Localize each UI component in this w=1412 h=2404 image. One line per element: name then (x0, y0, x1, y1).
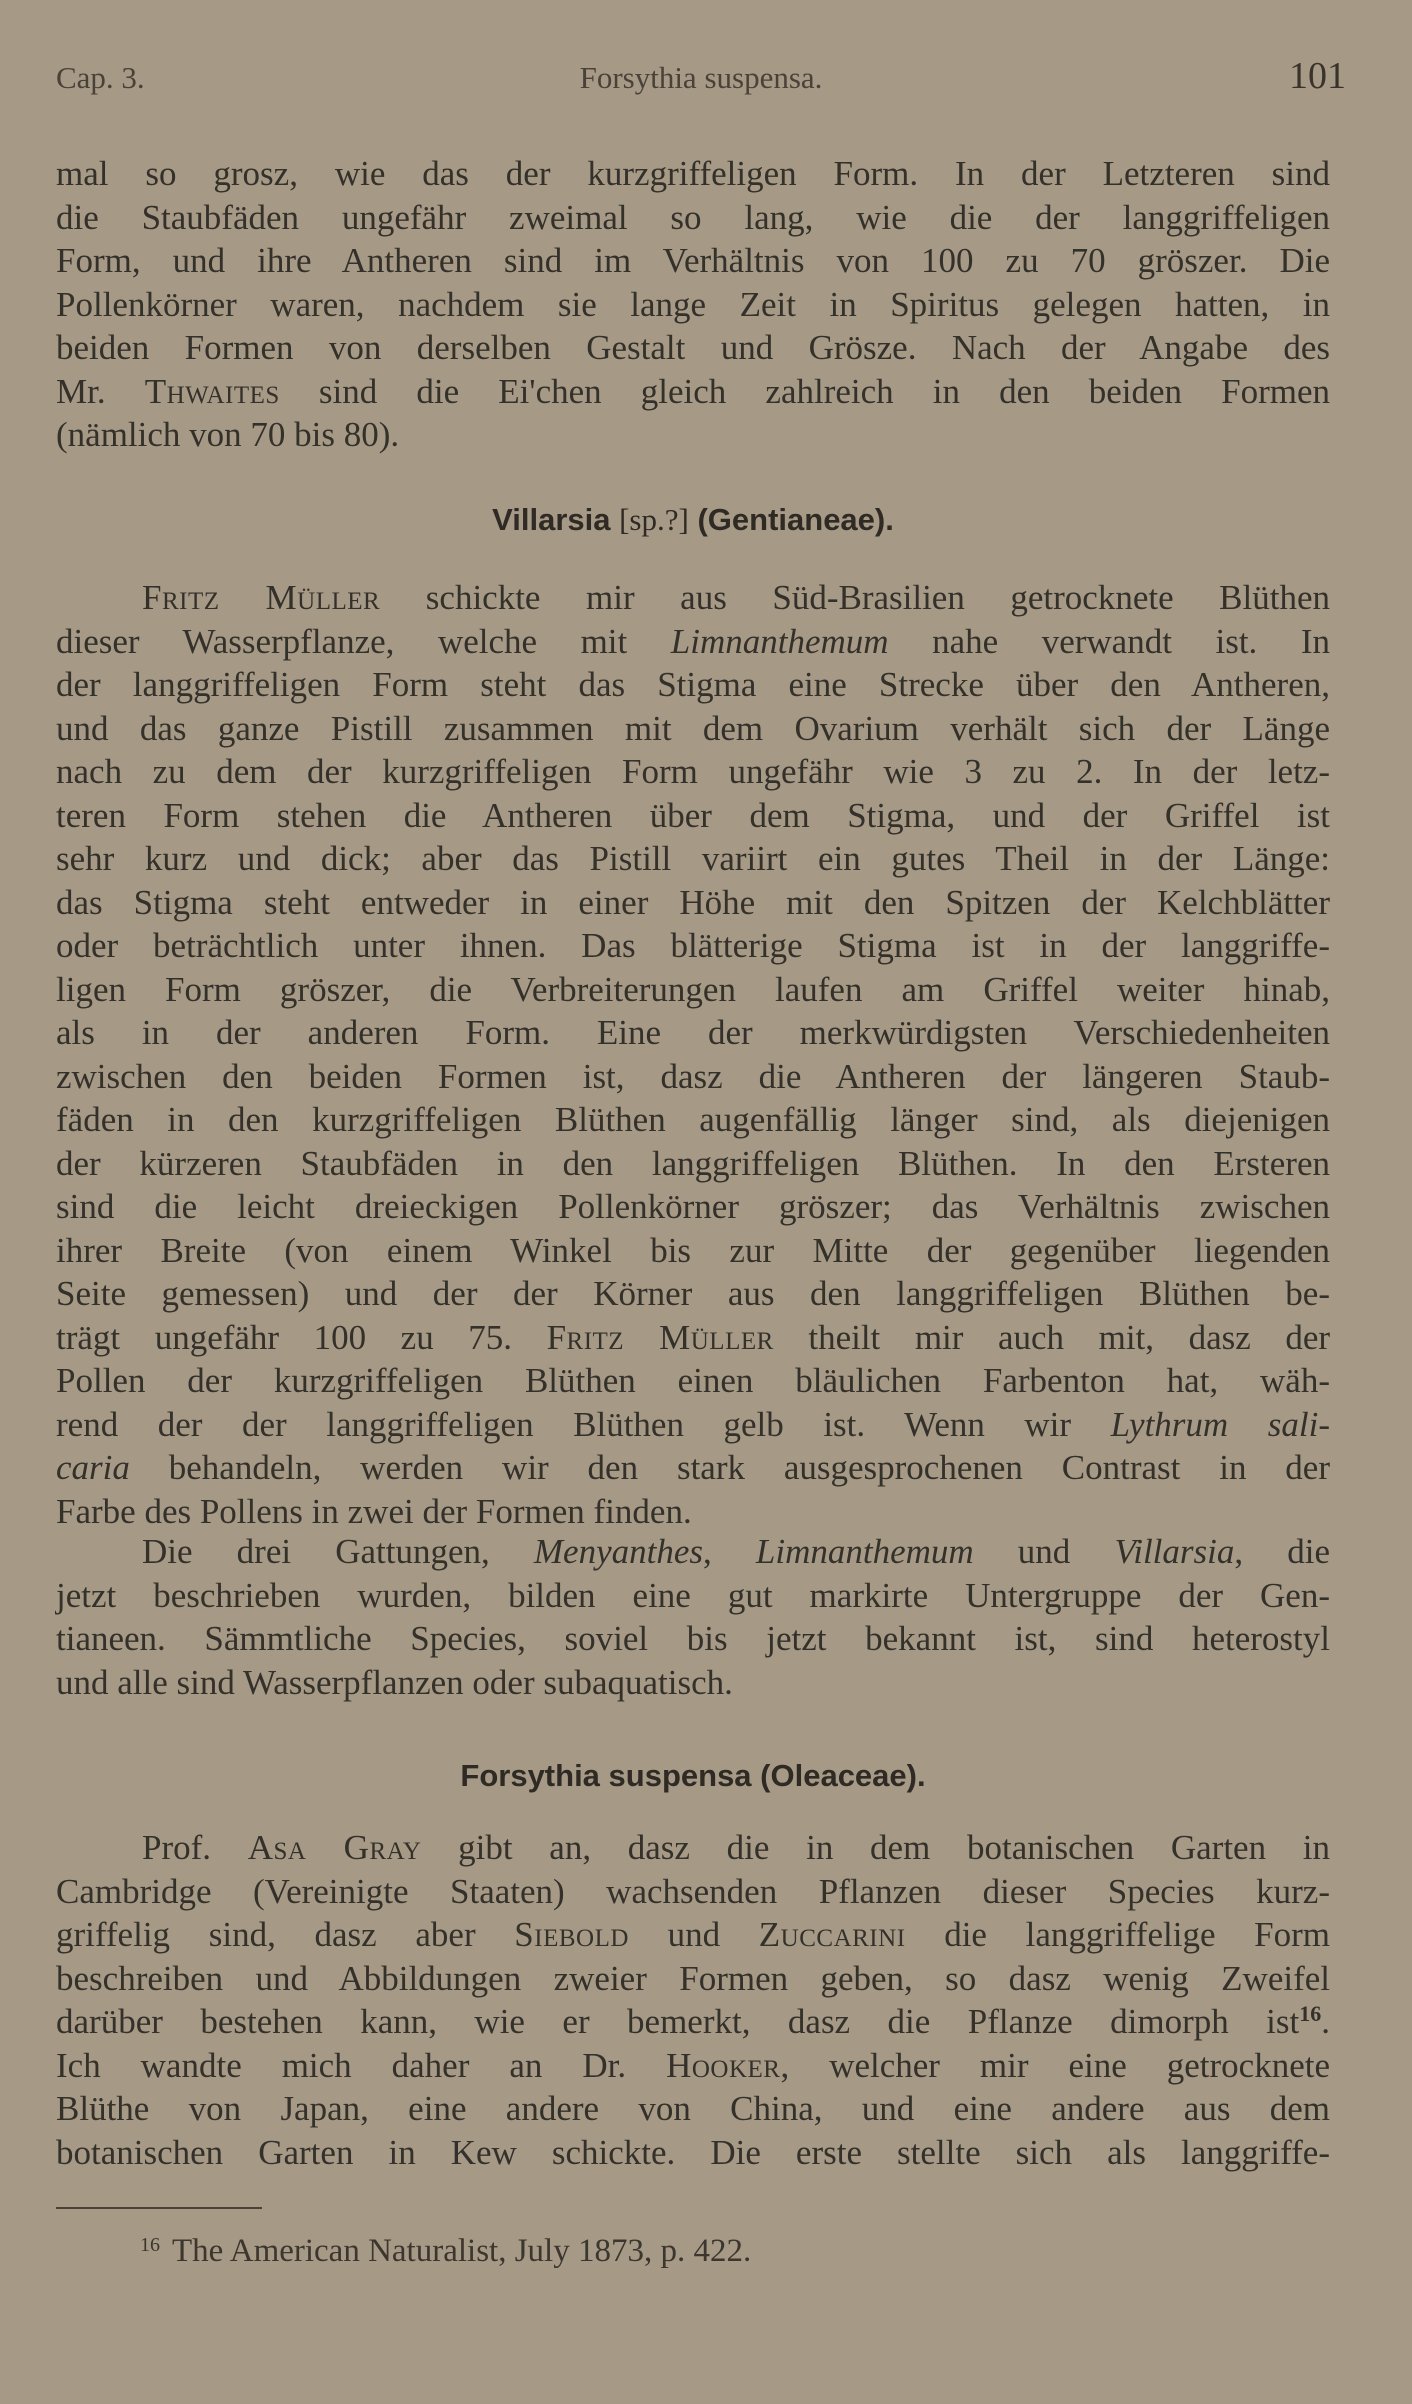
text-line: griffelig sind, dasz aber Siebold und Zuccarini die langgriffelige Form (56, 1915, 1331, 1954)
chapter-label: Cap. 3. (56, 60, 145, 95)
text-line: (nämlich von 70 bis 80). (56, 415, 400, 454)
text-line: Pollenkörner waren, nachdem sie lange Zeit in Spiritus gelegen hatten, in (56, 284, 1330, 324)
text-line: Farbe des Pollens in zwei der Formen finden. (56, 1491, 692, 1531)
taxon-name: Limnanthemum (670, 621, 889, 661)
text-line: sehr kurz und dick; aber das Pistill variirt ein gutes Theil in der Länge: (56, 839, 1330, 878)
text-line: der kürzeren Staubfäden in den langgriffeligen Blüthen. In den Ersteren (56, 1143, 1330, 1183)
text-line: beschreiben und Abbildungen zweier Formen geben, so dasz wenig Zweifel (56, 1958, 1330, 1998)
footnote-number: 16 (140, 2234, 160, 2256)
text-line: mal so grosz, wie das der kurzgriffeligen Form. In der Letzteren sind (56, 154, 1330, 193)
paragraph-continuation (56, 152, 1330, 457)
text-line: Form, und ihre Antheren sind im Verhältnis von 100 zu 70 gröszer. Die (56, 241, 1330, 280)
page-number: 101 (1289, 55, 1346, 97)
text-line: und alle sind Wasserpflanzen oder subaquatisch. (56, 1662, 733, 1702)
text-line: Prof. Asa Gray gibt an, dasz die in dem botanischen Garten in (142, 1828, 1331, 1867)
taxon-name: Limnanthemum (755, 1532, 974, 1571)
text-line: caria behandeln, werden wir den stark ausgesprochenen Contrast in der (56, 1448, 1330, 1487)
text-line: dieser Wasserpflanze, welche mit Limnanthemum nahe verwandt ist. In (56, 621, 1330, 661)
text-line: botanischen Garten in Kew schickte. Die erste stellte sich als langgriffe- (56, 2132, 1330, 2172)
text-line: als in der anderen Form. Eine der merkwürdigsten Verschiedenheiten (56, 1013, 1330, 1052)
text-line: Blüthe von Japan, eine andere von China, und eine andere aus dem (56, 2089, 1330, 2128)
text-line: nach zu dem der kurzgriffeligen Form ungefähr wie 3 zu 2. In der letz- (56, 752, 1330, 791)
author-name: Zuccarini (758, 1915, 906, 1954)
paragraph-summary (56, 1530, 1330, 1704)
text-line: und das ganze Pistill zusammen mit dem Ovarium verhält sich der Länge (56, 708, 1330, 748)
text-line: oder beträchtlich unter ihnen. Das blätterige Stigma ist in der langgriffe- (56, 926, 1330, 965)
text-line: ihrer Breite (von einem Winkel bis zur Mitte der gegenüber liegenden (56, 1230, 1330, 1270)
text-line: beiden Formen von derselben Gestalt und Grösze. Nach der Angabe des (56, 328, 1330, 367)
text-line: Pollen der kurzgriffeligen Blüthen einen bläulichen Farbenton hat, wäh- (56, 1361, 1330, 1400)
text-line: Fritz Müller schickte mir aus Süd-Brasilien getrocknete Blüthen (142, 578, 1331, 617)
text-line: trägt ungefähr 100 zu 75. Fritz Müller theilt mir auch mit, dasz der (56, 1317, 1331, 1357)
text-line: Die drei Gattungen, Menyanthes, Limnanthemum und Villarsia, die (142, 1532, 1330, 1571)
author-name: Siebold (514, 1915, 629, 1954)
footnote-text: The American Naturalist, July 1873, p. 422. (172, 2233, 752, 2269)
author-name: Asa Gray (247, 1828, 422, 1867)
taxon-name: caria (56, 1448, 130, 1487)
paragraph-forsythia (56, 1826, 1330, 2174)
species-note: [sp.?] (619, 502, 689, 537)
author-name: Thwaites (144, 371, 280, 411)
footnote-divider (56, 2207, 262, 2209)
text-line: Mr. Thwaites sind die Ei'chen gleich zahlreich in den beiden Formen (56, 371, 1330, 411)
section-heading-villarsia (56, 502, 1330, 538)
running-title: Forsythia suspensa. (579, 60, 823, 95)
author-name: Fritz Müller (142, 578, 381, 617)
footnote (140, 2233, 1040, 2270)
text-line: fäden in den kurzgriffeligen Blüthen augenfällig länger sind, als diejenigen (56, 1100, 1330, 1139)
taxon-name: Lythrum sali- (1110, 1404, 1330, 1444)
text-line: tianeen. Sämmtliche Species, soviel bis jetzt bekannt ist, sind heterostyl (56, 1619, 1330, 1658)
paragraph-villarsia (56, 576, 1330, 1533)
text-line: die Staubfäden ungefähr zweimal so lang, wie die der langgriffeligen (56, 197, 1330, 237)
section-heading-forsythia: Forsythia suspensa (Oleaceae). (460, 1758, 926, 1793)
text-line: rend der der langgriffeligen Blüthen gelb ist. Wenn wir Lythrum sali- (56, 1404, 1330, 1444)
text-line: der langgriffeligen Form steht das Stigma eine Strecke über den Antheren, (56, 665, 1330, 704)
footnote-reference[interactable]: 16 (1299, 2001, 1322, 2026)
author-name: Hooker (666, 2045, 781, 2085)
text-line: Ich wandte mich daher an Dr. Hooker, welcher mir eine getrocknete (56, 2045, 1330, 2085)
family-name: (Gentianeae). (697, 502, 894, 537)
text-line: jetzt beschrieben wurden, bilden eine gut markirte Untergruppe der Gen- (56, 1575, 1330, 1615)
text-line: ligen Form gröszer, die Verbreiterungen laufen am Griffel weiter hinab, (56, 969, 1330, 1009)
text-line: teren Form stehen die Antheren über dem Stigma, und der Griffel ist (56, 795, 1330, 835)
taxon-name: Villarsia (1114, 1532, 1235, 1571)
author-name: Fritz Müller (546, 1317, 774, 1357)
running-header (56, 54, 1346, 102)
taxon-name: Menyanthes (533, 1532, 703, 1571)
genus-name: Villarsia (492, 502, 611, 537)
text-line: Seite gemessen) und der der Körner aus den langgriffeligen Blüthen be- (56, 1274, 1330, 1313)
text-line: Cambridge (Vereinigte Staaten) wachsenden Pflanzen dieser Species kurz- (56, 1871, 1330, 1911)
text-line: das Stigma steht entweder in einer Höhe mit den Spitzen der Kelchblätter (56, 882, 1330, 922)
text-line: zwischen den beiden Formen ist, dasz die Antheren der längeren Staub- (56, 1056, 1330, 1096)
text-line: sind die leicht dreieckigen Pollenkörner gröszer; das Verhältnis zwischen (56, 1187, 1330, 1226)
text-line: darüber bestehen kann, wie er bemerkt, dasz die Pflanze dimorph ist$^{16}$. (56, 2001, 1330, 2041)
